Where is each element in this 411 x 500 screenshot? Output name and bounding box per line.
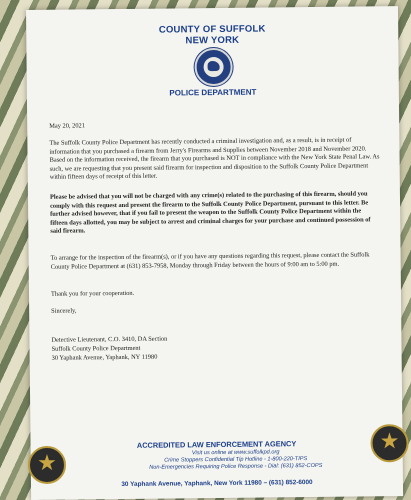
letter-page xyxy=(26,6,403,500)
footer-address: 30 Yaphank Avenue, Yaphank, New York 11980 – (631) 852-6000 xyxy=(121,479,313,489)
footer-non-emergency: Non-Emergencies Requiring Police Response - Dial: (631) 852-COPS xyxy=(149,462,323,471)
signature-title: Detective Lieutenant, C.O. 3410, DA Section xyxy=(51,335,168,344)
department-name: POLICE DEPARTMENT xyxy=(169,87,257,98)
police-badge-icon: ★ xyxy=(28,446,66,484)
signature-address: 30 Yaphank Avenue, Yaphank, NY 11980 xyxy=(51,353,158,362)
paragraph-contact: To arrange for the inspection of the firearm(s), or if you have any questions regarding this request, please contact the Suffolk County Police Department at (631) 853-7958, Monday through Friday between the hours of 9:00 am to 5:00 pm. xyxy=(50,251,370,271)
footer-title: ACCREDITED LAW ENFORCEMENT AGENCY xyxy=(136,439,297,450)
police-badge-icon: ★ xyxy=(370,424,408,462)
county-seal-icon xyxy=(194,48,232,86)
footer-website: Visit us online at www.suffolkpd.org xyxy=(191,449,280,457)
paragraph-advisory: Please be advised that you will not be charged with any crime(s) related to the purchasing of this firearm, should you comply with this request and present the firearm to the Suffolk County Police Department, pursuant to this letter. Be further advised however, that if you fail to present the weapon to the Suffolk County Police Department within the fifteen days allotted, you may be subject to arrest and criminal charges for your purchase and continued possession of said firearm. xyxy=(49,190,371,236)
closing-line: Sincerely, xyxy=(51,307,77,315)
paragraph-investigation: The Suffolk County Police Department has recently conducted a criminal investigation and, as a result, is in receipt of information that you purchased a firearm from Jerry's Firearms and Supplies between November 2018 and November 2020. Based on the information received, the firearm that you purchased is NOT in compliance with the New York State Penal Law. As such, we are requesting that you present said firearm for inspection and disposition to the Suffolk County Police Department within fifteen days of receipt of this letter. xyxy=(49,136,380,182)
signature-block xyxy=(51,332,381,362)
footer-tip-hotline: Crime Stoppers Confidential Tip Hotline - 1-800-220-TIPS xyxy=(164,456,308,464)
letter-date: May 20, 2021 xyxy=(49,122,85,130)
footer-contact-lines xyxy=(121,449,351,472)
signature-department: Suffolk County Police Department xyxy=(51,344,141,353)
thanks-line: Thank you for your cooperation. xyxy=(50,289,135,298)
state-name: NEW YORK xyxy=(185,34,240,47)
letterhead xyxy=(26,22,398,48)
county-name: COUNTY OF SUFFOLK xyxy=(158,23,266,36)
